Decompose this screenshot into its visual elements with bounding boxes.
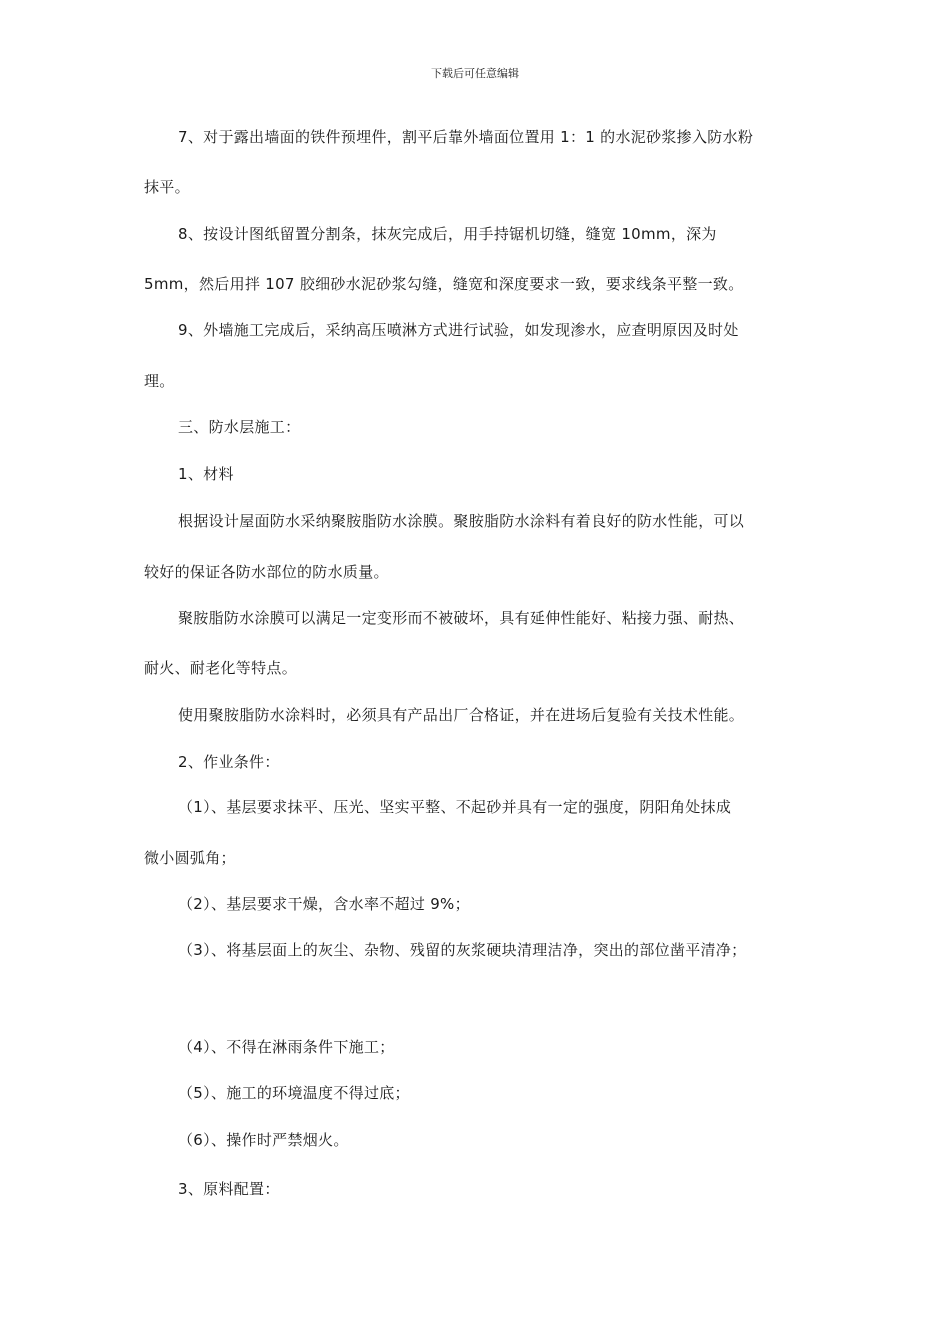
paragraph-line: 理。 bbox=[144, 372, 175, 390]
paragraph-line: 抹平。 bbox=[144, 178, 190, 196]
paragraph-line: 7、对于露出墙面的铁件预埋件，割平后靠外墙面位置用 1：1 的水泥砂浆掺入防水粉 bbox=[178, 128, 754, 146]
list-item: （2）、基层要求干燥，含水率不超过 9%； bbox=[178, 895, 470, 913]
subsection-heading: 1、材料 bbox=[178, 465, 234, 483]
list-item: （6）、操作时严禁烟火。 bbox=[178, 1131, 349, 1149]
list-item: （1）、基层要求抹平、压光、坚实平整、不起砂并具有一定的强度，阴阳角处抹成 bbox=[178, 798, 732, 816]
paragraph-line: 根据设计屋面防水采纳聚胺脂防水涂膜。聚胺脂防水涂料有着良好的防水性能，可以 bbox=[178, 512, 745, 530]
paragraph-line: 9、外墙施工完成后，采纳高压喷淋方式进行试验，如发现渗水，应查明原因及时处 bbox=[178, 321, 739, 339]
paragraph-line: 较好的保证各防水部位的防水质量。 bbox=[144, 563, 389, 581]
paragraph-line: 8、按设计图纸留置分割条，抹灰完成后，用手持锯机切缝，缝宽 10mm，深为 bbox=[178, 225, 717, 243]
paragraph-line: 5mm，然后用拌 107 胶细砂水泥砂浆勾缝，缝宽和深度要求一致，要求线条平整一致。 bbox=[144, 275, 744, 293]
page-header: 下载后可任意编辑 bbox=[431, 67, 519, 80]
list-item: （4）、不得在淋雨条件下施工； bbox=[178, 1038, 395, 1056]
paragraph-line: 耐火、耐老化等特点。 bbox=[144, 659, 298, 677]
section-heading: 三、防水层施工： bbox=[178, 418, 301, 436]
list-item: （5）、施工的环境温度不得过底； bbox=[178, 1084, 410, 1102]
paragraph-line: 聚胺脂防水涂膜可以满足一定变形而不被破坏，具有延伸性能好、粘接力强、耐热、 bbox=[178, 609, 745, 627]
subsection-heading: 2、作业条件： bbox=[178, 753, 280, 771]
subsection-heading: 3、原料配置： bbox=[178, 1180, 280, 1198]
list-item: （3）、将基层面上的灰尘、杂物、残留的灰浆硬块清理洁净，突出的部位凿平清净； bbox=[178, 941, 747, 959]
list-item-continuation: 微小圆弧角； bbox=[144, 849, 236, 867]
paragraph-line: 使用聚胺脂防水涂料时，必须具有产品出厂合格证，并在进场后复验有关技术性能。 bbox=[178, 706, 745, 724]
